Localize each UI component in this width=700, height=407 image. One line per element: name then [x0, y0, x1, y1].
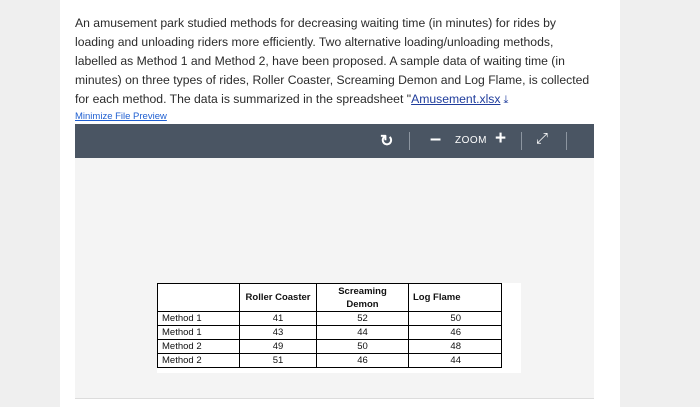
- row-label: Method 2: [158, 354, 240, 368]
- table-cell: 41: [240, 312, 317, 326]
- zoom-label: ZOOM: [455, 135, 487, 146]
- refresh-icon[interactable]: ↻: [380, 133, 394, 150]
- table-cell: 46: [317, 354, 409, 368]
- row-label: Method 1: [158, 312, 240, 326]
- toolbar-divider: [409, 132, 410, 150]
- minus-icon[interactable]: –: [430, 128, 442, 150]
- toolbar-divider: [521, 132, 522, 150]
- table-cell: 44: [409, 354, 502, 368]
- table-cell: 50: [409, 312, 502, 326]
- problem-text: An amusement park studied methods for decreasing waiting time (in minutes) for rides by loading and unloading riders more efficiently. Two alternative loading/unloading methods, labelled as Method 1 and Method 2, have been proposed. A sample data of waiting time (in minutes) on three types of rides, Roller Coaster, Screaming Demon and Log Flame, is collected for each method. The data is summarized in the spreadsheet ": [75, 16, 590, 106]
- table-row: [158, 340, 502, 354]
- download-icon[interactable]: ⤓: [503, 94, 509, 106]
- table-row: [158, 354, 502, 368]
- table-cell: 51: [240, 354, 317, 368]
- table-cell: 49: [240, 340, 317, 354]
- table-row: [158, 326, 502, 340]
- header-cell: [158, 284, 240, 312]
- toolbar-divider: [566, 132, 567, 150]
- spreadsheet-table: [157, 283, 502, 368]
- table-cell: 44: [317, 326, 409, 340]
- table-cell: 48: [409, 340, 502, 354]
- table-cell: 46: [409, 326, 502, 340]
- table-cell: 52: [317, 312, 409, 326]
- minimize-preview-link[interactable]: Minimize File Preview: [75, 111, 167, 122]
- plus-icon[interactable]: +: [495, 128, 507, 149]
- expand-icon[interactable]: ⤢: [536, 130, 549, 147]
- header-cell: Log Flame: [409, 284, 502, 312]
- header-cell: Screaming Demon: [317, 284, 409, 312]
- row-label: Method 2: [158, 340, 240, 354]
- header-cell: Roller Coaster: [240, 284, 317, 312]
- row-label: Method 1: [158, 326, 240, 340]
- file-link[interactable]: Amusement.xlsx: [411, 92, 501, 106]
- preview-toolbar: [75, 124, 594, 158]
- table-cell: 50: [317, 340, 409, 354]
- table-cell: 43: [240, 326, 317, 340]
- table-row: [158, 312, 502, 326]
- problem-statement: [75, 14, 595, 110]
